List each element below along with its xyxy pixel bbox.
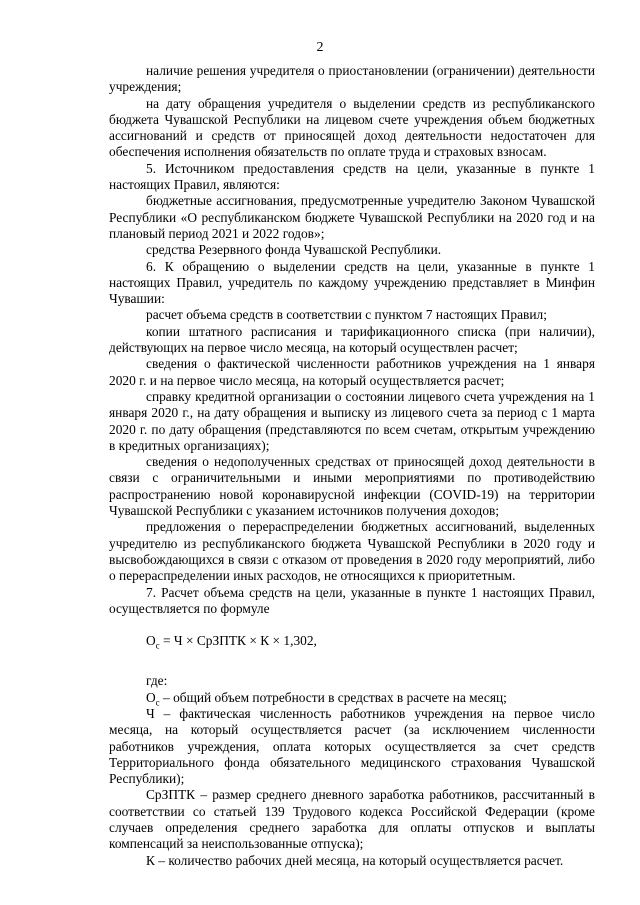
paragraph: справку кредитной организации о состоянии лицевого счета учреждения на 1 января 2020 г., на дату обращения и выписку из лицевого счета за период с 1 марта 2020 г. по дату обращения (представляются по всем счетам, открытым учреждению в кредитных организациях); xyxy=(109,388,595,453)
formula xyxy=(109,633,595,649)
paragraph: копии штатного расписания и тарификационного списка (при наличии), действующих на первое число месяца, на который осуществлен расчет; xyxy=(109,323,595,356)
definition-oc xyxy=(109,690,595,706)
definition-text: – общий объем потребности в средствах в расчете на месяц; xyxy=(159,689,507,705)
document-body xyxy=(109,63,595,869)
paragraph: расчет объема средств в соответствии с пунктом 7 настоящих Правил; xyxy=(146,307,547,323)
paragraph: 7. Расчет объема средств на цели, указанные в пункте 1 настоящих Правил, осуществляется по формуле xyxy=(109,584,595,616)
formula-symbol: О xyxy=(146,633,156,649)
paragraph: сведения о недополученных средствах от приносящей доход деятельности в связи с ограничительными и иными мероприятиями по противодействию распространению новой коронавирусной инфекции (COVID-19) на территории Чувашской Республики с указанием источников получения доходов; xyxy=(109,454,595,519)
definition-subscript: с xyxy=(155,697,160,708)
paragraph: 5. Источником предоставления средств на цели, указанные в пункте 1 настоящих Правил, являются: xyxy=(109,160,595,193)
formula-subscript: с xyxy=(155,640,160,651)
paragraph: наличие решения учредителя о приостановлении (ограничении) деятельности учреждения; xyxy=(109,63,595,95)
page-number: 2 xyxy=(316,40,324,55)
paragraph: средства Резервного фонда Чувашской Республики. xyxy=(146,242,442,258)
paragraph: сведения о фактической численности работников учреждения на 1 января 2020 г. и на первое число месяца, на который осуществляется расчет; xyxy=(109,356,595,388)
paragraph: 6. К обращению о выделении средств на цели, указанные в пункте 1 настоящих Правил, учредитель по каждому учреждению представляет в Минфин Чувашии: xyxy=(109,258,595,307)
definition-k: К – количество рабочих дней месяца, на который осуществляется расчет. xyxy=(146,852,564,868)
paragraph: на дату обращения учредителя о выделении средств из республиканского бюджета Чувашской Республики на лицевом счете учреждения объем бюджетных ассигнований и средств от приносящей доход деятельности недостаточен для обеспечения исполнения обязательств по оплате труда и страховых взносам. xyxy=(109,95,595,160)
formula-expression: = Ч × СрЗПТК × К × 1,302, xyxy=(159,633,317,649)
definition-symbol: О xyxy=(146,689,156,705)
paragraph: бюджетные ассигнования, предусмотренные учредителю Законом Чувашской Республики «О республиканском бюджете Чувашской Республики на 2020 год и на плановый период 2021 и 2022 годов»; xyxy=(109,193,595,241)
where-label: где: xyxy=(146,673,168,689)
definition-ch: Ч – фактическая численность работников учреждения на первое число месяца, на который осуществляется расчет (за исключением численности работников учреждения, оплата которых осуществляется за счет средств Территориального фонда обязательного медицинского страхования Чувашской Республики); xyxy=(109,705,595,787)
definition-srzptk: СрЗПТК – размер среднего дневного заработка работников, рассчитанный в соответствии со статьей 139 Трудового кодекса Российской Федерации (кроме случаев определения среднего заработка для оплаты отпусков и выплаты компенсаций за неиспользованные отпуска); xyxy=(109,787,595,852)
paragraph: предложения о перераспределении бюджетных ассигнований, выделенных учредителю из республиканского бюджета Чувашской Республики в 2020 году и высвобождающихся в связи с отказом от проведения в 2020 году мероприятий, либо о перераспределении иных расходов, не относящихся к приоритетным. xyxy=(109,519,595,584)
